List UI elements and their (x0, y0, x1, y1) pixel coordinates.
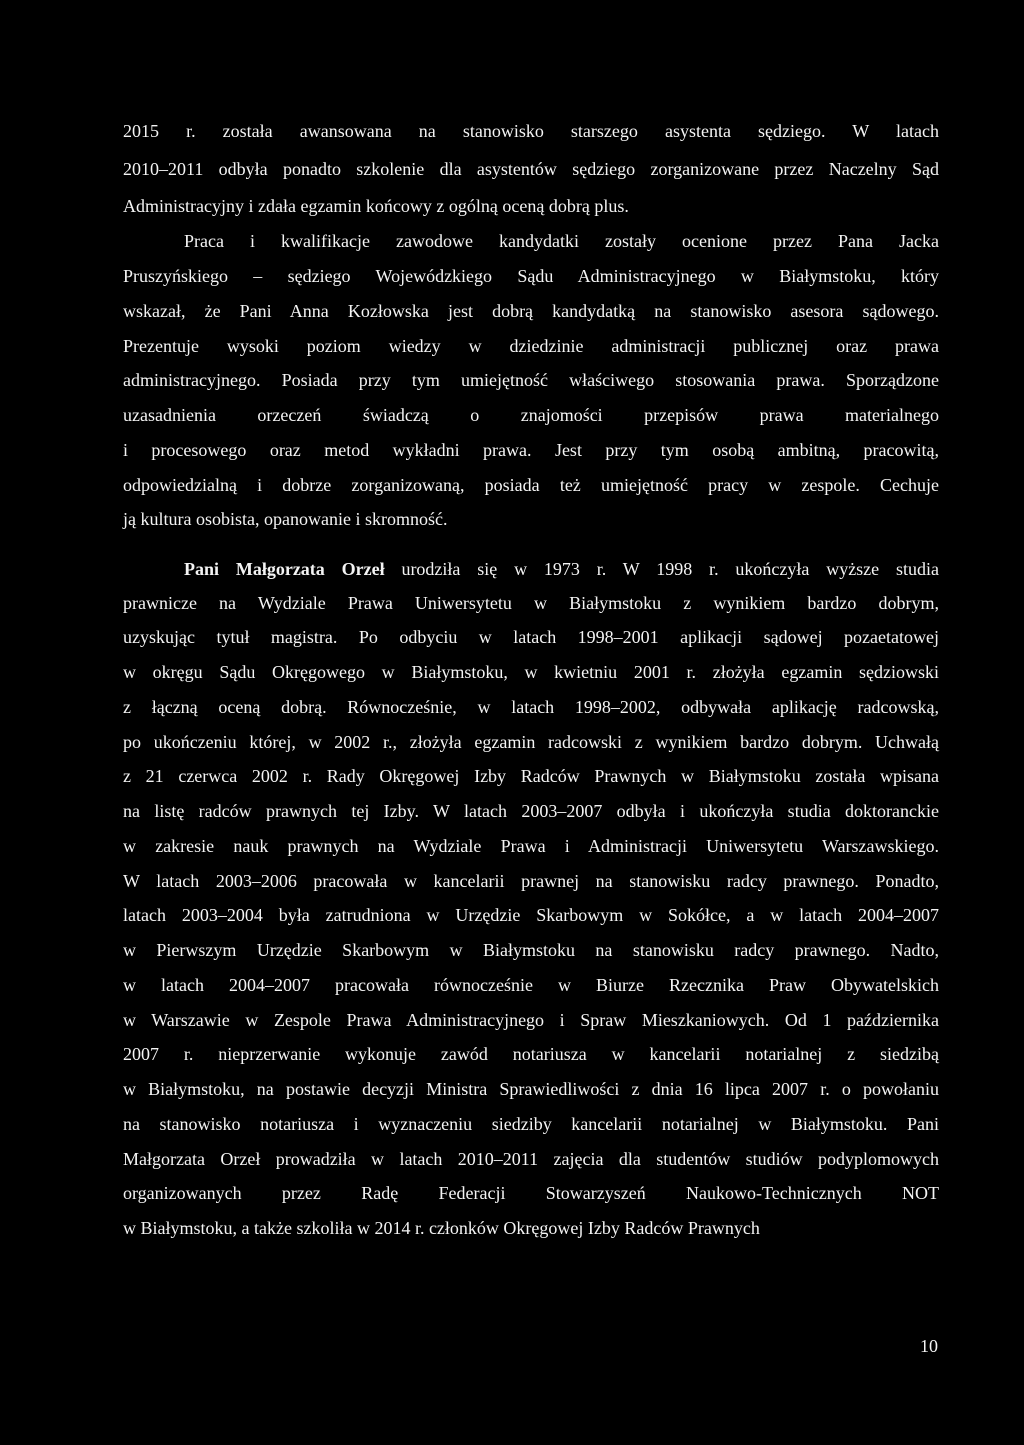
text-line: odpowiedzialną i dobrze zorganizowaną, posiada też umiejętność pracy w zespole. Cechuje (123, 475, 939, 495)
text-line (184, 555, 939, 583)
candidate-name: Pani Małgorzata Orzeł (184, 559, 385, 579)
text-line: w Pierwszym Urzędzie Skarbowym w Białymstoku na stanowisku radcy prawnego. Nadto, (123, 940, 939, 960)
text-line: po ukończeniu której, w 2002 r., złożyła egzamin radcowski z wynikiem bardzo dobrym. Uchwałą (123, 732, 939, 752)
text-line: administracyjnego. Posiada przy tym umiejętność właściwego stosowania prawa. Sporządzone (123, 370, 939, 390)
text-line: w Białymstoku, na postawie decyzji Ministra Sprawiedliwości z dnia 16 lipca 2007 r. o powołaniu (123, 1079, 939, 1099)
text-line: prawnicze na Wydziale Prawa Uniwersytetu w Białymstoku z wynikiem bardzo dobrym, (123, 593, 939, 613)
text-line: Prezentuje wysoki poziom wiedzy w dziedzinie administracji publicznej oraz prawa (123, 336, 939, 356)
text-line: w zakresie nauk prawnych na Wydziale Prawa i Administracji Uniwersytetu Warszawskiego. (123, 836, 939, 856)
text-line: W latach 2003–2006 pracowała w kancelarii prawnej na stanowisku radcy prawnego. Ponadto, (123, 871, 939, 891)
text-line: z 21 czerwca 2002 r. Rady Okręgowej Izby Radców Prawnych w Białymstoku została wpisana (123, 766, 939, 786)
text-line: 2015 r. została awansowana na stanowisko starszego asystenta sędziego. W latach (123, 121, 939, 141)
text-line: Małgorzata Orzeł prowadziła w latach 2010–2011 zajęcia dla studentów studiów podyplomowych (123, 1149, 939, 1169)
text-line: wskazał, że Pani Anna Kozłowska jest dobrą kandydatką na stanowisko asesora sądowego. (123, 301, 939, 321)
text-line: latach 2003–2004 była zatrudniona w Urzędzie Skarbowym w Sokółce, a w latach 2004–2007 (123, 905, 939, 925)
text-line: organizowanych przez Radę Federacji Stowarzyszeń Naukowo-Technicznych NOT (123, 1183, 939, 1203)
text-line: ją kultura osobista, opanowanie i skromność. (123, 509, 448, 529)
text-line: Pruszyńskiego – sędziego Wojewódzkiego Sądu Administracyjnego w Białymstoku, który (123, 266, 939, 286)
text-line: 2010–2011 odbyła ponadto szkolenie dla asystentów sędziego zorganizowane przez Naczelny Sąd (123, 159, 939, 179)
text-line: 2007 r. nieprzerwanie wykonuje zawód notariusza w kancelarii notarialnej z siedzibą (123, 1044, 939, 1064)
text-line: w Warszawie w Zespole Prawa Administracyjnego i Spraw Mieszkaniowych. Od 1 października (123, 1010, 939, 1030)
text-line: na stanowisko notariusza i wyznaczeniu siedziby kancelarii notarialnej w Białymstoku. Pani (123, 1114, 939, 1134)
text-line: z łączną oceną dobrą. Równocześnie, w latach 1998–2002, odbywała aplikację radcowską, (123, 697, 939, 717)
text-line: Administracyjny i zdała egzamin końcowy z ogólną oceną dobrą plus. (123, 196, 629, 216)
text-line: uzyskując tytuł magistra. Po odbyciu w latach 1998–2001 aplikacji sądowej pozaetatowej (123, 627, 939, 647)
text-line: w latach 2004–2007 pracowała równocześnie w Biurze Rzecznika Praw Obywatelskich (123, 975, 939, 995)
text-line: i procesowego oraz metod wykładni prawa. Jest przy tym osobą ambitną, pracowitą, (123, 440, 939, 460)
text-line: w Białymstoku, a także szkoliła w 2014 r. członków Okręgowej Izby Radców Prawnych (123, 1218, 760, 1238)
text-line: na listę radców prawnych tej Izby. W latach 2003–2007 odbyła i ukończyła studia doktoranckie (123, 801, 939, 821)
text-line: w okręgu Sądu Okręgowego w Białymstoku, w kwietniu 2001 r. złożyła egzamin sędziowski (123, 662, 939, 682)
text-line: Praca i kwalifikacje zawodowe kandydatki zostały ocenione przez Pana Jacka (184, 231, 939, 251)
text-line: uzasadnienia orzeczeń świadczą o znajomości przepisów prawa materialnego (123, 405, 939, 425)
page-number: 10 (920, 1336, 938, 1356)
text-span: urodziła się w 1973 r. W 1998 r. ukończyła wyższe studia (384, 559, 939, 579)
